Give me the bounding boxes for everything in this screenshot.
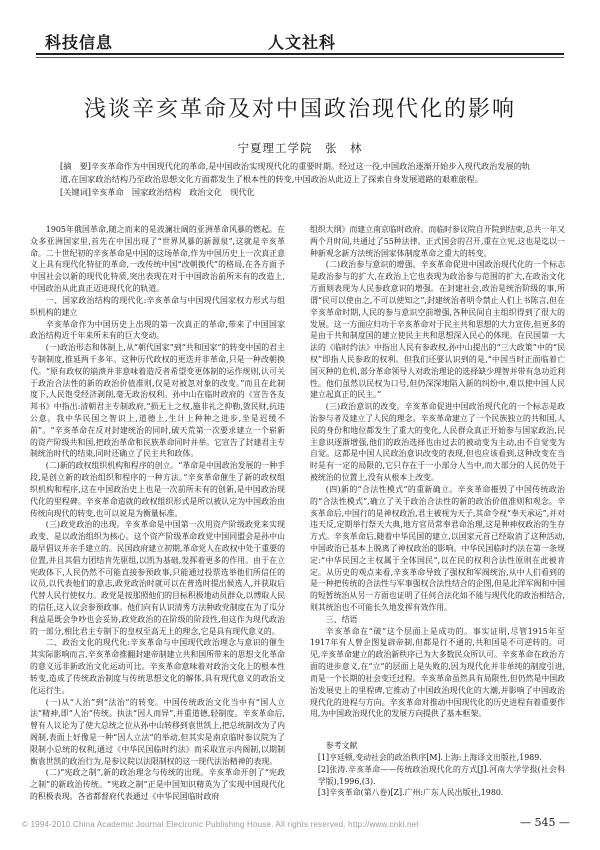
section-heading: 三、结语 <box>325 614 358 624</box>
abstract-block <box>60 160 540 198</box>
paragraph: 辛亥革命作为中国历史上出现的第一次真正的革命,带来了中国国家政治结构近千年来所未有的巨大变动。 <box>30 319 285 341</box>
header-rule <box>36 53 564 55</box>
section-heading: 二、政治文化的现代化:辛亥革命与中国现代政治理念与意识的催生其实际影响而言,辛亥革命推翻封建帝制建立共和国所带来的思想文化革命的意义远非新政治文化运动可比。辛亥革命意味着对政治文化上的根本性转变,造成了传统政治制度与传统思想文化的解体,具有现代意义的政治文化运行生。 <box>30 638 286 695</box>
reference-item: [2]张涛.辛亥革命——传统政治现代化的方式[J].河南大学学报(社会科学版),1996,(3). <box>317 764 565 786</box>
author-line: 宁夏理工学院 张 林 <box>237 141 363 155</box>
paragraph: 1905年俄国革命,随之而来的是波澜壮阔的亚洲革命风暴的燃起。在众多亚洲国家里,首先在中国出现了“世界风暴的新源泉”,这就是辛亥革命。二十世纪初的辛亥革命是中国的这场革命,作为中国历史上一次真正意义上具有现代化特征的革命,一改传统中国“改朝换代”的格局,在各方面予中国社会以新的现代化特质,突出表现在对于中国政治前所未有的改造上,中国政治从此真正迈进现代化的轨道。 <box>30 225 286 294</box>
paragraph: (三)政治意识的改变。辛亥革命促进中国政治现代化的一个标志是政治参与者及建立了人民的理念。辛亥革命建立了一个民族独立的共和国,人民的身份和地位都发生了重大的变化,人民群众真正开始参与国家政治,民主意识逐渐增强,他们的政治选择也由过去的被动变为主动,由不自觉变为自觉。这都是中国人民政治意识改变的表现,但也应该看到,这种改变在当时是有一定的局限的,它只存在于一小部分人当中,而大部分的人民仍处于被统治的位置上,没有从根本上改变。 <box>310 402 566 483</box>
section-heading: 一、国家政治结构的现代化:辛亥革命与中国现代国家权力形式与组织机构的建立 <box>30 295 285 317</box>
left-column <box>30 224 285 803</box>
paragraph: (二)政治参与意识的增强。辛亥革命促进中国政治现代化的一个标志是政治参与的扩大,在政治上它也表现为政治参与范围的扩大,在政治文化方面则表现为人民参政意识的增强。在封建社会,政治是统治阶级的事,所谓“民可以使由之,不可以使知之”,封建统治者明令禁止人们上书陈言,但在辛亥革命时期,人民的参与意识空前增强,各种民间自主组织得到了很大的发展。这一方面应归功于辛亥革命对于民主共和思想的大力宣传,但更多的是由于共和制度国的建立使民主共和思想深入民心的体现。在民国第一大法的《临时约法》中指出人民有参政权,孙中山提出的“三大政策”中的“民权”即指人民参政的权利。但我们还要认识到的是,“中国当时正面临着亡国灭种的危机,部分革命领导人对政治理论的选择缺少理智并带有急功近利性。他们虽然以民权为口号,但仍深深地陷入新的纠纷中,难以使中国人民建立起真正的民主。” <box>310 260 566 400</box>
right-column <box>310 224 565 799</box>
paragraph: (一)从“人治”到“法治”的转变。中国传统政治文化当中有“国人立法”精神,即“人治”传统。执法“因人而异”,并重道德,轻制度。辛亥革命后,曾有人议论为了使大总统之位从孙中山转移到袁世凯上,把总统制改为了内阁制,表面上好像是一种“因人立法”的举动,但其实是南京临时参议院为了限制小总统的权利,通过《中华民国临时约法》而采取宣示内阁制,以期制衡袁世凯的政治行为,是参议院以法限制权的这一现代法治精神的表现。 <box>30 697 286 766</box>
journal-name: 科技信息 <box>45 33 114 52</box>
paragraph: (二)“宪政之制”,新的政治理念与传统的出现。辛亥革命开创了“宪政之制”的新政治传统。“宪政之制”正是中国知识精英为了实现中国现代化的积极表现。各省都督府代表通过《中华民国临时政府 <box>30 768 285 801</box>
reference-item: [1]亨廷顿,变动社会的政治秩序[M].上海:上海译文出版社,1989. <box>317 752 542 762</box>
paragraph: (二)新的政权组织机构和程序的创立。“革命是中国政治发展的一种手段,是创立新的政治组织和程序的一种方法。”辛亥革命催生了新的政权组织机构和程序,这在中国政治史上也是一次前所未有的创新,是中国政治现代化的里程碑。辛亥革命造就的政权组织形式是所以被认定为中国政治由传统向现代的转变,也可以说是为衡量标准。 <box>30 461 285 518</box>
paragraph: (四)新的“合法性模式”的重新确立。辛亥革命摧毁了中国传统政治的“合法性模式”,确立了关于政治合法性的新的政治价值准则和观念。辛亥革命后,中国行的是神权政治,君主被视为天子,其命令视“奉天承运”,并对违天反,定期举行祭天大典,地方官员常奉君命治理,这是种神权政治的生存方式。辛亥革命后,随着中华民国的建立,以国家元首已经取消了这种活动,中国政治已基本上脱离了神权政治的影响。中华民国临时约法在第一条规定:“中华民国之主权属于全体国民”,以在民的权利合法性原则在此被肯定。从历史的观点来看,辛亥革命导致了强权和军阀统治,从中人们看到的是一种把传统的合法性与军事强权合法性结合的企图,但是北洋军阀和中国的短暂统治从另一方面也证明了任何合法化如不能与现代化的政治相结合,则其统治也不可能长久地发挥有效作用。 <box>310 484 566 612</box>
section-name: 人文社科 <box>268 33 337 52</box>
header-rule-thin <box>36 57 564 58</box>
paragraph: 辛亥革命在“破”这个层面上是成功的。事实证明,尽管1915年至1917年有人曾企图复辟帝制,但都是行不通的,共和国是不可逆转的。可见,辛亥革命建立的政治新秩序已为大多数民众所认可。辛亥革命在政治方面的进步意义,在“立”的层面上是失败的,因为现代化并非单纯的制度引进,而是一个长期的社会变迁过程。辛亥革命虽然具有局限性,但仍然是中国政治发展史上的里程碑,它推动了中国政治现代化的大潮,并影响了中国政治现代化的进程与方向。辛亥革命对推动中国现代化的历史进程有着重要作用,为中国政治现代化的发展方向提供了基本框架。 <box>310 626 566 719</box>
keywords: [关键词]辛亥革命 国家政治结构 政治文化 现代化 <box>60 186 255 197</box>
copyright-footer: © 1994-2010 China Academic Journal Electronic Publishing House. All rights reserved. http://www.cnki.net <box>22 820 419 829</box>
references-heading: 参考文献 <box>325 741 358 751</box>
paragraph: 组织大纲》而建立南京临时政府。而临时参议院自开院到结束,总共一年又两个月时间,共通过了55种法律。正式国会的召开,重在立宪,这也是迄以一种新观念新方法统治国家体制度革命之重大的转变。 <box>310 225 566 258</box>
page-number: — 545 — <box>520 816 570 829</box>
paragraph: (三)政党政治的出现。辛亥革命是中国第一次用资产阶级政党来实现政变、是以政治组织为核心。这个资产阶级革命政党中国同盟会是孙中山最早倡议并亲手建立的。民国政府建立初期,革命党人在政权中处于重要的位置,并且其倡力团结肯先驱组,以凯为基础,发挥着更多的作用。由于在立宪政体下,人民仍然不可能直接参预政事,只能通过投票选举他们所信任的议员,以代表他们的意志,政党政治时就可以在普选时提出候选人,并获取后代替人民行使权力。政党是按那照他们的目标积极地动员群众,以博取人民的信任,这入议会参预政事。他们向有认识清秀方法种政党制度在为了瓜分利益是既会争吵也会妥协,政党政治的在阶级的阶段性,但这作为现代政治的一部分,相比君主专制下的皇权至高无上的理念,它是具有现代意义的。 <box>30 520 286 636</box>
reference-item: [3]辛亥革命(第八卷)[Z].广州:广东人民出版社,1980. <box>317 788 504 798</box>
abstract-text: [摘 要]辛亥革命作为中国现代化的革命,是中国政治实现现代化的重要时期。经过这一役,中国政治逐渐开始步入现代政治发展的轨道,在国家政治结构乃至政治思想文化方面都发生了根本性的转变,中国政治从此迈上了探索自身发展道路的艰难旅程。 <box>60 161 531 184</box>
paragraph: (一)政治形态和体制上,从“朝代国家”到“共和国家”的转变中国的君主专制制度,推延两千多年。这种历代政权的更迭并非革命,只是一种改朝换代。“原有政权的崩溃并非意味着造反者希望变更体制的运作规则,认可关于政治合法性的新的政治价值准则,仅是对被忽对象的改变。”而且在此制度下,人民饱受经济剥削,毫无政治权利。孙中山在临时政府的《宣告各友邦书》中指出:清朝君主专制政府,“损无上之权,施非礼之抑勒,敛民财,抗违公意。我中华民国之智识上,道德上,生计上种种之进步,坐是迟缓不前”。“辛亥革命在反对封建统治的同时,破天荒第一次要求建立一个崭新的资产阶级共和国,把政治革命和民族革命同时并举。它宣告了封建君主专制统治时代的结束,同时还确立了民主共和政体。 <box>30 343 286 459</box>
article-title: 浅谈辛亥革命及对中国政治现代化的影响 <box>83 97 516 122</box>
